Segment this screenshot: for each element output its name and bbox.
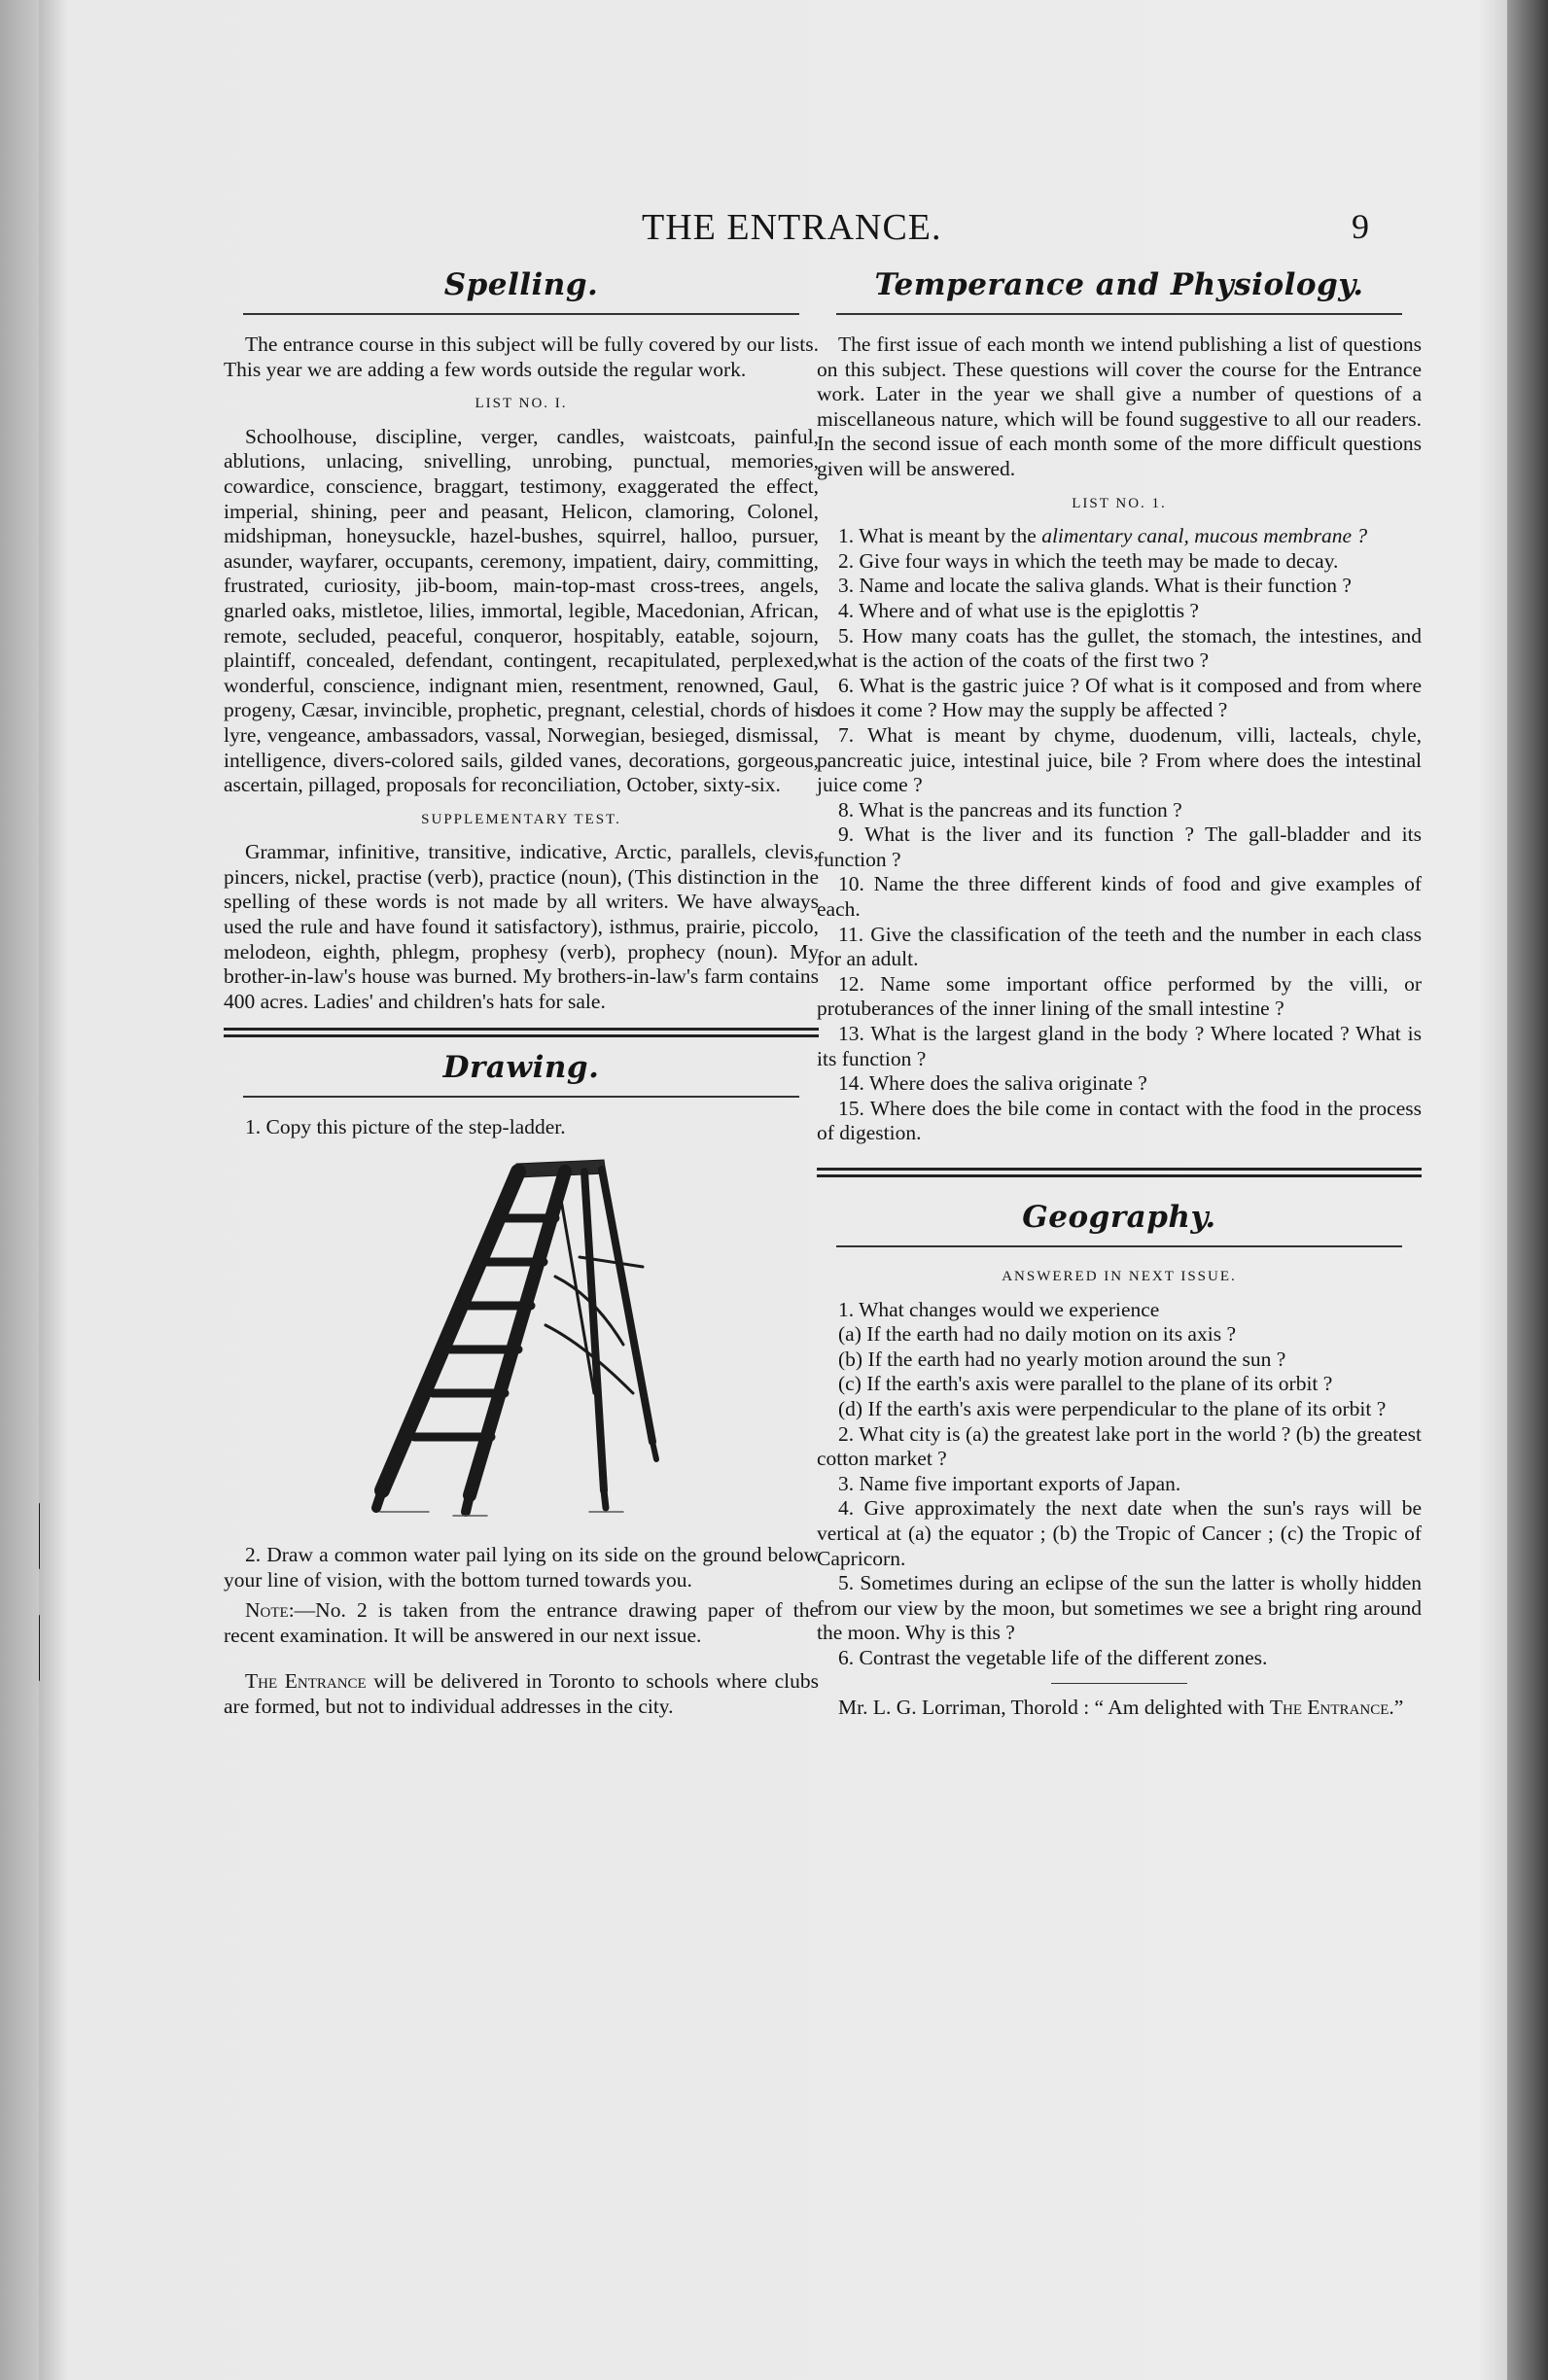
delivery-text: will be delivered in Toronto to schools where clubs are formed, but not to individual addresses in the city. [224,1669,820,1718]
question-item: 14. Where does the saliva originate ? [838,1071,1147,1096]
testimonial-text: Mr. L. G. Lorriman, Thorold : “ Am delighted with [838,1695,1270,1719]
question-item: 2. What city is (a) the greatest lake port in the world ? (b) the greatest cotton market ? [817,1421,1422,1471]
question-item: 12. Name some important office performed by the villi, or protuberances of the inner lining of the small intestine ? [817,971,1422,1021]
question-item: 5. How many coats has the gullet, the stomach, the intestines, and what is the action of the coats of the first two ? [817,623,1422,673]
question-item: 4. Where and of what use is the epiglottis ? [838,598,1199,622]
question-item: 9. What is the liver and its function ? The gall-bladder and its function ? [817,822,1422,871]
question-item: 5. Sometimes during an eclipse of the sun the latter is wholly hidden from our view by the moon, but sometimes we see a bright ring around the moon. Why is this ? [817,1571,1422,1645]
list-heading: SUPPLEMENTARY TEST. [421,811,621,827]
left-column [224,262,819,1726]
delivery-notice [224,1669,819,1719]
list-heading: LIST NO. 1. [1072,495,1167,511]
testimonial [817,1696,1422,1721]
supplementary-test-text: Grammar, infinitive, transitive, indicative, Arctic, parallels, clevis, pincers, nickel, practise (verb), practice (noun), (This distinction in the spelling of these words is not made by all writers. We have always used the rule and have found it satisfactory), isthmus, prairie, piccolo, melodeon, eighth, phlegm, prophesy (verb), prophecy (noun). My brother-in-law's house was burned. My brothers-in-law's farm contains 400 acres. Ladies' and children's hats for sale. [224,840,819,1013]
divider [836,313,1402,315]
question-item: (b) If the earth had no yearly motion around the sun ? [838,1347,1286,1371]
drawing-question-2: 2. Draw a common water pail lying on its side on the ground below your line of vision, with the bottom turned towards you. [224,1543,819,1592]
section-divider [817,1168,1422,1177]
question-item: 8. What is the pancreas and its function ? [838,797,1182,822]
section-title: Spelling. [443,267,599,302]
list-heading: LIST NO. I. [475,396,568,412]
question-item: 15. Where does the bile come in contact with the food in the process of digestion. [817,1096,1422,1145]
binding-mark [39,1502,40,1570]
step-ladder-image [361,1150,682,1529]
drawing-section [224,1045,819,1719]
page-header [39,206,1507,255]
question-item: (d) If the earth's axis were perpendicular to the plane of its orbit ? [838,1396,1387,1420]
question-item: 4. Give approximately the next date when the sun's rays will be vertical at (a) the equator ; (b) the Tropic of Cancer ; (c) the Tropic of Capricorn. [817,1496,1422,1570]
spelling-intro: The entrance course in this subject will be fully covered by our lists. This year we are adding a few words outside the regular work. [224,332,819,381]
question-item: 11. Give the classification of the teeth and the number in each class for an adult. [817,922,1422,971]
section-divider [224,1028,819,1037]
question-item: 1. What changes would we experience [838,1297,1160,1321]
document-page [39,0,1507,2380]
question-item: 13. What is the largest gland in the body ? Where located ? What is its function ? [817,1022,1422,1070]
divider [836,1245,1402,1247]
divider [243,313,799,315]
question-item: (a) If the earth had no daily motion on its axis ? [838,1322,1236,1347]
binding-mark [39,1614,40,1682]
temperance-section [817,262,1422,1146]
spelling-section [224,262,819,1014]
running-title: THE ENTRANCE. [642,207,942,248]
question-item: 2. Give four ways in which the teeth may be made to decay. [838,548,1339,573]
section-title: Temperance and Physiology. [874,267,1364,302]
question-item: (c) If the earth's axis were parallel to the plane of its orbit ? [838,1372,1333,1396]
section-title: Geography. [1022,1200,1216,1235]
page-left-margin [0,0,39,2380]
drawing-question-1: 1. Copy this picture of the step-ladder. [245,1115,566,1139]
drawing-note [224,1598,819,1648]
question-item: 3. Name and locate the saliva glands. What is their function ? [838,574,1352,598]
question-item: 7. What is meant by chyme, duodenum, villi, lacteals, chyle, pancreatic juice, intestinal juice, bile ? From where does the intestinal juice come ? [817,722,1422,797]
note-label: Note [245,1598,289,1623]
note-text: :—No. 2 is taken from the entrance drawing paper of the recent examination. It will be answered in our next issue. [224,1598,819,1647]
question-item: 6. Contrast the vegetable life of the different zones. [838,1645,1268,1669]
question-item: 6. What is the gastric juice ? Of what is it composed and from where does it come ? How may the supply be affected ? [817,673,1422,722]
question-text: 1. What is meant by the [838,524,1042,548]
spelling-word-list: Schoolhouse, discipline, verger, candles, waistcoats, painful, ablutions, unlacing, snivelling, unrobing, punctual, memories, cowardice, conscience, braggart, testimony, exaggerated the effect, imperial, shining, peer and peasant, Helicon, clamoring, Colonel, midshipman, honeysuckle, hazel-bushes, squirrel, halloo, pursuer, asunder, wayfarer, occupants, ceremony, impatient, dairy, committing, frustrated, curiosity, jib-boom, main-top-mast cross-trees, angels, gnarled oaks, mistletoe, lilies, immortal, legible, Macedonian, African, remote, secluded, peaceful, conqueror, hospitably, eatable, sojourn, plaintiff, concealed, defendant, contingent, recapitulated, perplexed, wonderful, conscience, indignant mien, resentment, renowned, Gaul, progeny, Cæsar, invincible, prophetic, pregnant, celestial, chords of his lyre, vengeance, ambassadors, vassal, Norwegian, besieged, dismissal, intelligence, divers-colored sails, gilded vanes, decorations, gorgeous, ascertain, pillaged, proposals for reconciliation, October, sixty-six. [224,424,819,797]
list-heading: ANSWERED IN NEXT ISSUE. [1002,1269,1237,1284]
publication-name: The Entrance [1269,1695,1390,1719]
right-column [817,262,1422,1726]
temperance-intro: The first issue of each month we intend publishing a list of questions on this subject. These questions will cover the course for the Entrance work. Later in the year we shall give a number of questions of a miscellaneous nature, which will be found suggestive to all our readers. In the second issue of each month some of the more difficult questions given will be answered. [817,332,1422,480]
divider [1051,1683,1187,1684]
question-emphasis: alimentary canal, mucous membrane ? [1041,524,1368,548]
page-right-edge [1507,0,1548,2380]
page-number: 9 [1352,207,1369,246]
testimonial-end: .” [1389,1695,1404,1719]
divider [243,1096,799,1098]
question-item [817,524,1422,549]
section-title: Drawing. [442,1050,600,1086]
geography-section [817,1195,1422,1720]
question-item: 3. Name five important exports of Japan. [838,1471,1181,1495]
publication-name: The Entrance [245,1669,367,1694]
step-ladder-illustration [361,1150,682,1529]
question-item: 10. Name the three different kinds of food and give examples of each. [817,872,1422,922]
